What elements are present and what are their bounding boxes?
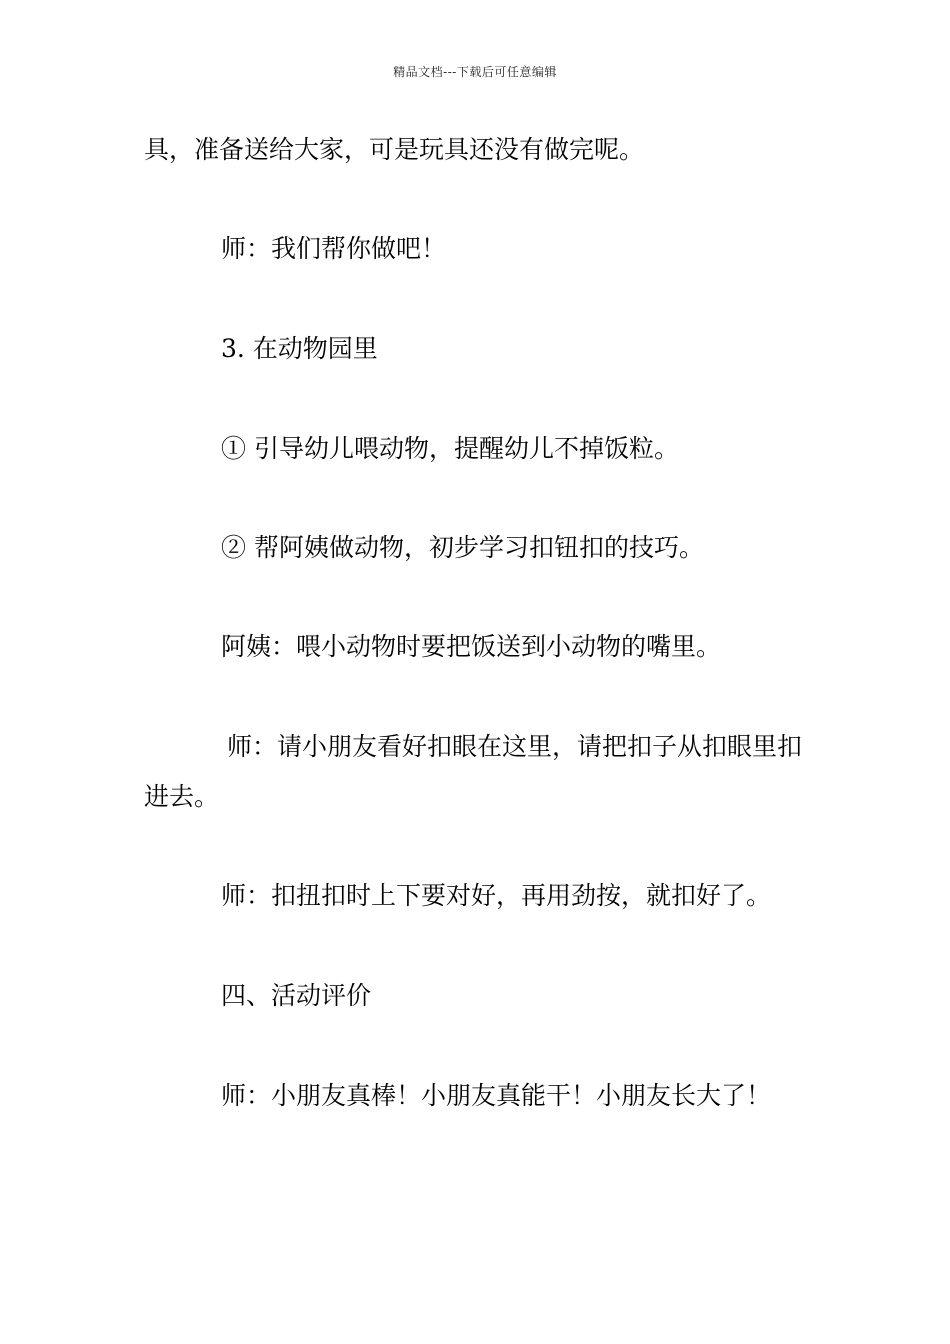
paragraph-teacher-line: 师：我们帮你做吧！ — [221, 234, 447, 263]
list-item-buttoning: ② 帮阿姨做动物，初步学习扣钮扣的技巧。 — [221, 533, 704, 562]
section-heading-evaluation: 四、活动评价 — [221, 981, 372, 1010]
paragraph-teacher-buttonhole: 师：请小朋友看好扣眼在这里，请把扣子从扣眼里扣进去。 — [144, 732, 803, 811]
paragraph-teacher-press: 师：扣扭扣时上下要对好，再用劲按，就扣好了。 — [221, 881, 772, 910]
section-heading-zoo: 3. 在动物园里 — [221, 334, 378, 363]
list-item-feed-animals: ① 引导幼儿喂动物，提醒幼儿不掉饭粒。 — [221, 434, 679, 463]
paragraph-teacher-praise: 师：小朋友真棒！小朋友真能干！小朋友长大了！ — [221, 1081, 772, 1110]
paragraph-continuation: 具，准备送给大家，可是玩具还没有做完呢。 — [144, 135, 645, 164]
page-header: 精品文档---下载后可任意编辑 — [393, 65, 557, 79]
paragraph-aunt-line: 阿姨：喂小动物时要把饭送到小动物的嘴里。 — [221, 632, 722, 661]
